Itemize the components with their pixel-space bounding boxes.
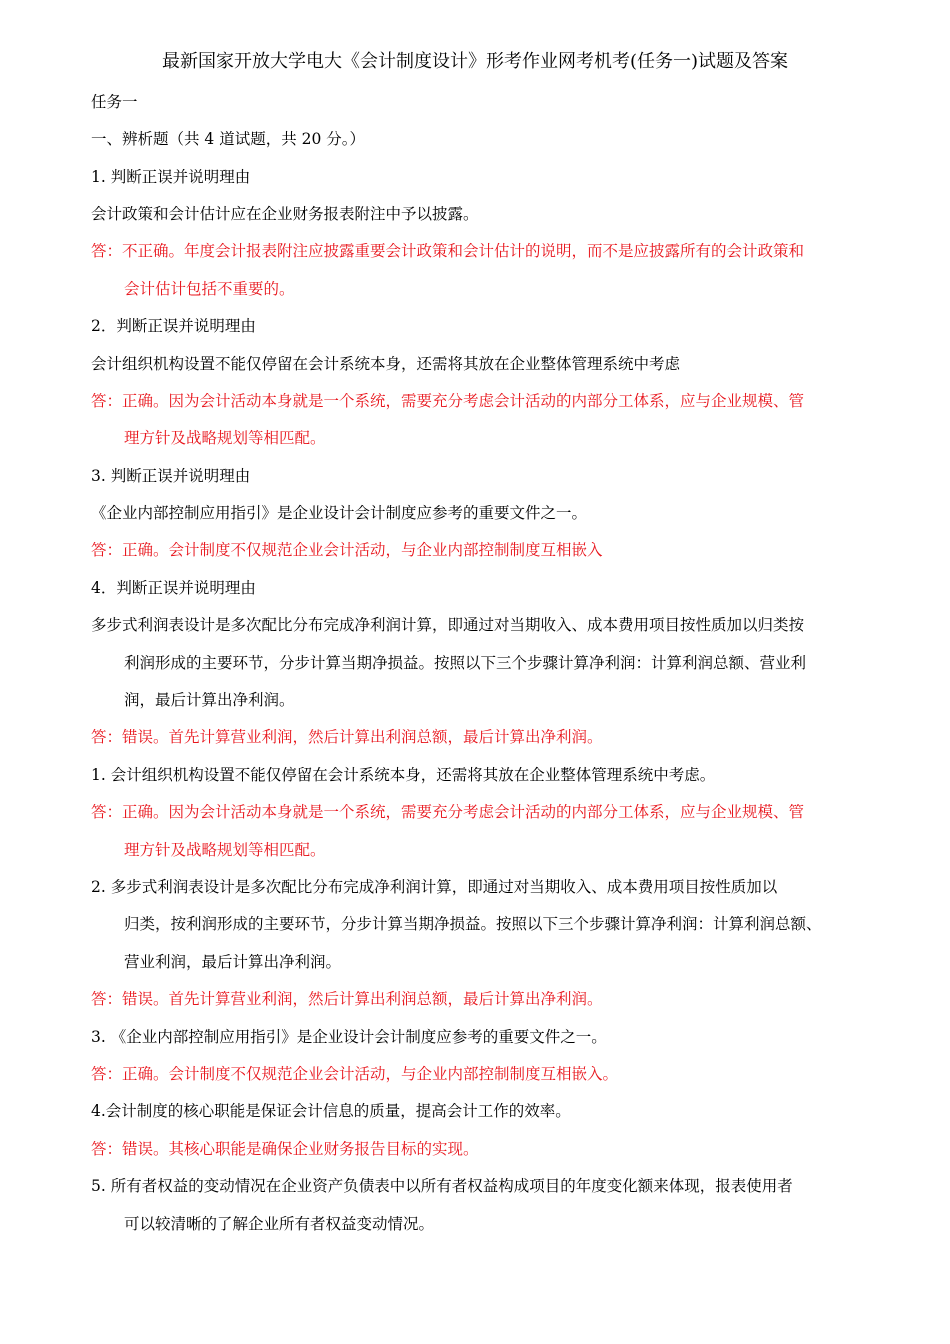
question-text: 2. 多步式利润表设计是多次配比分布完成净利润计算，即通过对当期收入、成本费用项目按性质加以 bbox=[91, 878, 778, 896]
question-text: 1. 会计组织机构设置不能仅停留在会计系统本身，还需将其放在企业整体管理系统中考虑。 bbox=[91, 766, 716, 784]
answer-text-continued: 会计估计包括不重要的。 bbox=[124, 280, 295, 298]
question-label: 4．判断正误并说明理由 bbox=[91, 579, 256, 597]
task-heading: 任务一 bbox=[91, 93, 138, 111]
question-label: 2．判断正误并说明理由 bbox=[91, 317, 256, 335]
question-text-continued: 润，最后计算出净利润。 bbox=[124, 691, 295, 709]
question-text: 3. 《企业内部控制应用指引》是企业设计会计制度应参考的重要文件之一。 bbox=[91, 1028, 607, 1046]
section-heading: 一、辨析题（共 4 道试题，共 20 分。） bbox=[91, 130, 366, 148]
answer-text: 答：错误。首先计算营业利润，然后计算出利润总额，最后计算出净利润。 bbox=[91, 728, 603, 746]
question-label: 3. 判断正误并说明理由 bbox=[91, 467, 251, 485]
answer-text: 答：错误。其核心职能是确保企业财务报告目标的实现。 bbox=[91, 1140, 479, 1158]
answer-text: 答：正确。会计制度不仅规范企业会计活动，与企业内部控制制度互相嵌入。 bbox=[91, 1065, 619, 1083]
answer-text-continued: 理方针及战略规划等相匹配。 bbox=[124, 841, 326, 859]
answer-text: 答：正确。因为会计活动本身就是一个系统，需要充分考虑会计活动的内部分工体系，应与企业规模、管 bbox=[91, 392, 805, 410]
document-title: 最新国家开放大学电大《会计制度设计》形考作业网考机考(任务一)试题及答案 bbox=[161, 51, 789, 72]
question-text: 5. 所有者权益的变动情况在企业资产负债表中以所有者权益构成项目的年度变化额来体现，报表使用者 bbox=[91, 1177, 793, 1195]
question-text-continued: 归类，按利润形成的主要环节，分步计算当期净损益。按照以下三个步骤计算净利润：计算利润总额、 bbox=[124, 915, 822, 933]
question-text: 4.会计制度的核心职能是保证会计信息的质量，提高会计工作的效率。 bbox=[91, 1102, 571, 1120]
answer-text: 答：正确。会计制度不仅规范企业会计活动，与企业内部控制制度互相嵌入 bbox=[91, 541, 603, 559]
question-text-continued: 可以较清晰的了解企业所有者权益变动情况。 bbox=[124, 1215, 435, 1233]
question-text: 多步式利润表设计是多次配比分布完成净利润计算，即通过对当期收入、成本费用项目按性质加以归类按 bbox=[91, 616, 805, 634]
question-text-continued: 利润形成的主要环节，分步计算当期净损益。按照以下三个步骤计算净利润：计算利润总额、营业利 bbox=[124, 654, 807, 672]
answer-text: 答：错误。首先计算营业利润，然后计算出利润总额，最后计算出净利润。 bbox=[91, 990, 603, 1008]
answer-text-continued: 理方针及战略规划等相匹配。 bbox=[124, 429, 326, 447]
question-text: 会计政策和会计估计应在企业财务报表附注中予以披露。 bbox=[91, 205, 479, 223]
answer-text: 答：不正确。年度会计报表附注应披露重要会计政策和会计估计的说明，而不是应披露所有的会计政策和 bbox=[91, 242, 805, 260]
question-text: 《企业内部控制应用指引》是企业设计会计制度应参考的重要文件之一。 bbox=[91, 504, 588, 522]
question-text-continued: 营业利润，最后计算出净利润。 bbox=[124, 953, 342, 971]
question-text: 会计组织机构设置不能仅停留在会计系统本身，还需将其放在企业整体管理系统中考虑 bbox=[91, 355, 681, 373]
question-label: 1. 判断正误并说明理由 bbox=[91, 168, 251, 186]
answer-text: 答：正确。因为会计活动本身就是一个系统，需要充分考虑会计活动的内部分工体系，应与企业规模、管 bbox=[91, 803, 805, 821]
